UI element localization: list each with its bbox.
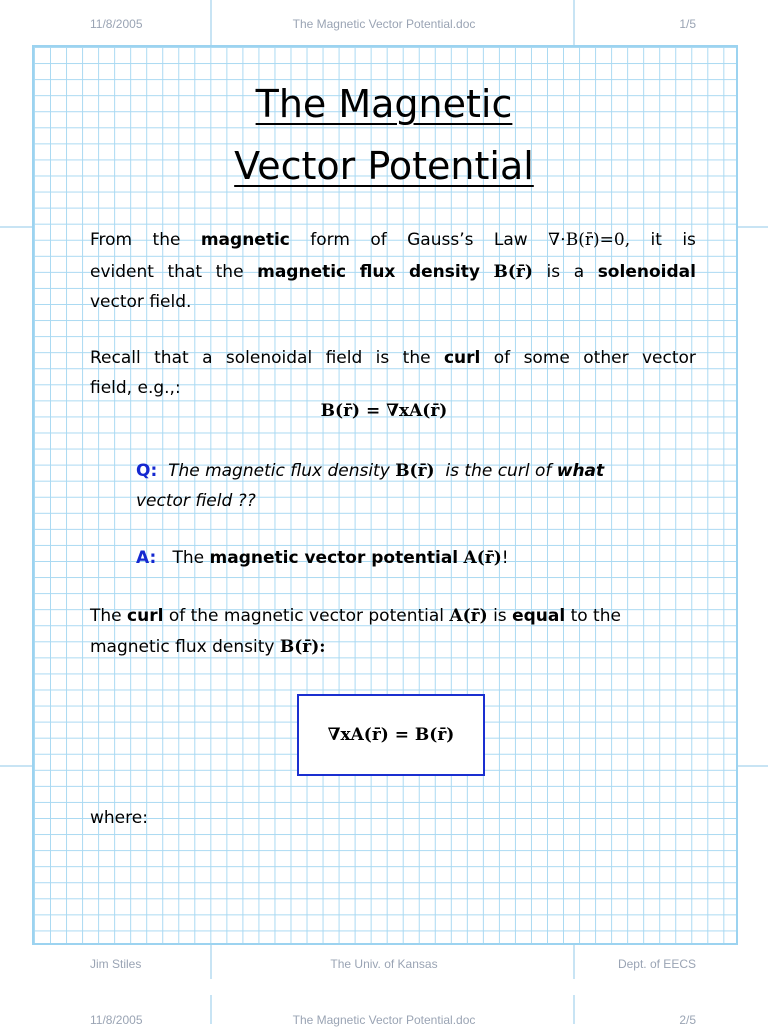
page-header [0, 12, 768, 36]
header-filename: The Magnetic Vector Potential.doc [292, 17, 476, 31]
para2-line2: field, e.g.,: [90, 378, 181, 398]
where-label: where: [90, 808, 148, 828]
curl-equation: B(r̄) = ∇xA(r̄) [320, 401, 448, 421]
footer-divider [573, 945, 575, 979]
question-label: Q: [136, 461, 158, 481]
question-line2: vector field ?? [136, 491, 256, 511]
margin-tick [0, 226, 32, 228]
header-page-number: 1/5 [679, 17, 696, 31]
footer-department: Dept. of EECS [617, 957, 696, 971]
page-title-line2: Vector Potential [234, 144, 534, 188]
margin-tick [738, 765, 768, 767]
header-divider [210, 0, 212, 45]
page-title-line1: The Magnetic [255, 82, 513, 126]
para1-line1: From the magnetic form of Gauss’s Law ∇⋅B(r̄)=0, it is [90, 230, 696, 250]
next-header-page-number: 2/5 [679, 1013, 696, 1027]
boxed-equation [297, 694, 485, 776]
footer-university: The Univ. of Kansas [330, 957, 438, 971]
gauss-law-equation: ∇⋅B(r̄)=0, [548, 230, 631, 250]
next-header-filename: The Magnetic Vector Potential.doc [292, 1013, 476, 1027]
margin-tick [738, 226, 768, 228]
header-divider [573, 0, 575, 45]
margin-tick [0, 765, 32, 767]
next-header-divider [573, 995, 575, 1024]
boxed-equation-text: ∇xA(r̄) = B(r̄) [327, 725, 455, 745]
question-line1: Q: The magnetic flux density B(r̄) is the curl of what [136, 461, 605, 481]
footer-author: Jim Stiles [90, 957, 142, 971]
para3-line1: The curl of the magnetic vector potential A(r̄) is equal to the [90, 606, 621, 626]
next-page-header [0, 1008, 768, 1032]
next-header-divider [210, 995, 212, 1024]
para1-line3: vector field. [90, 292, 192, 312]
para1-line2: evident that the magnetic flux density B(r̄) is a solenoidal [90, 262, 696, 282]
para3-line2: magnetic flux density B(r̄): [90, 637, 326, 657]
answer-label: A: [136, 548, 157, 568]
footer-divider [210, 945, 212, 979]
page-footer [0, 952, 768, 976]
next-header-date: 11/8/2005 [90, 1013, 143, 1027]
header-date: 11/8/2005 [90, 17, 143, 31]
answer-line: A: The magnetic vector potential A(r̄)! [136, 548, 509, 568]
para2-line1: Recall that a solenoidal field is the curl of some other vector [90, 348, 696, 368]
